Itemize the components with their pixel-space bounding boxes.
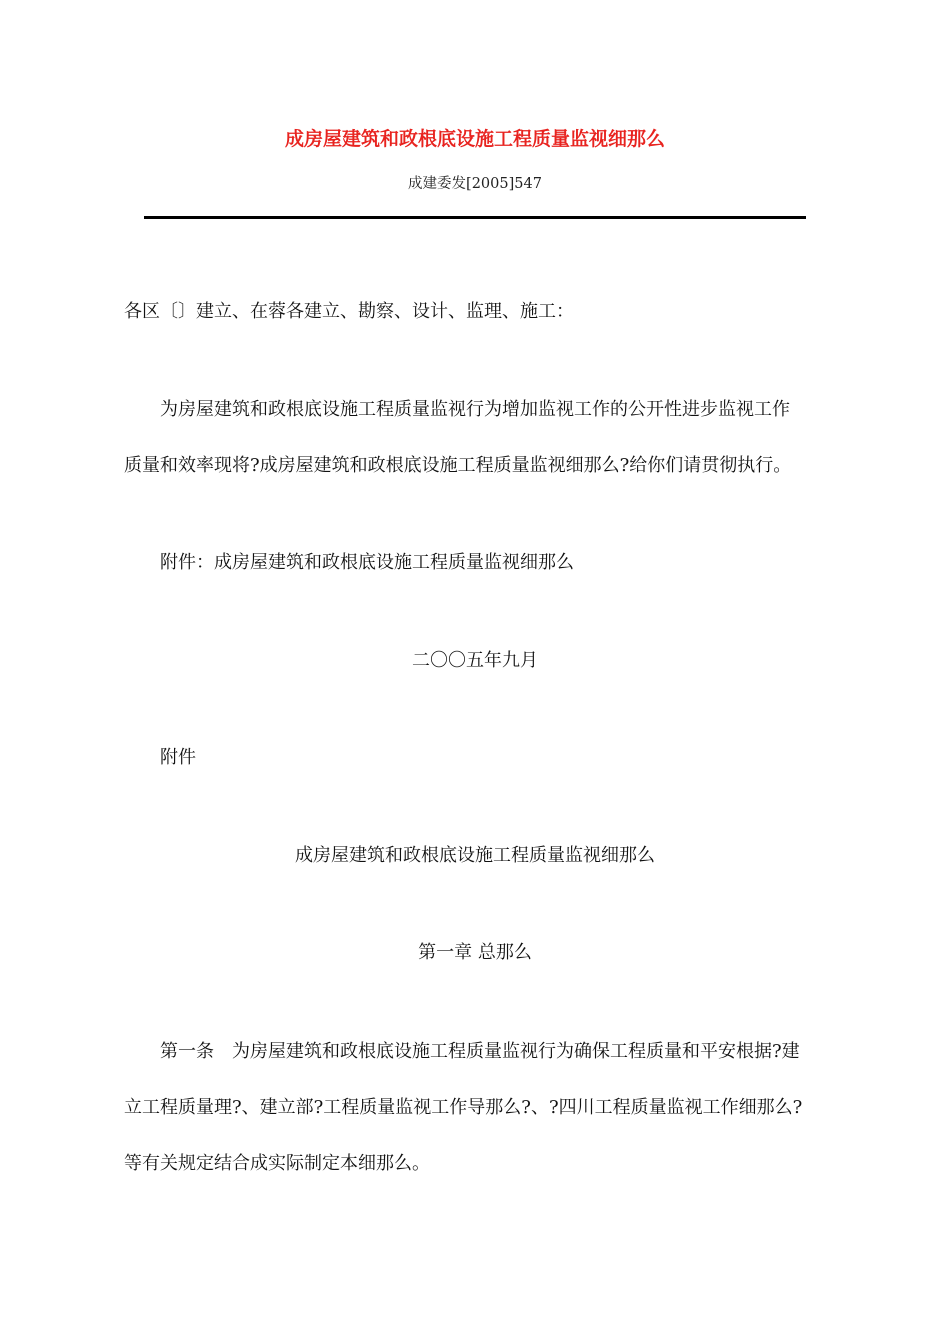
attachment-note: 附件：成房屋建筑和政根底设施工程质量监视细那么 (160, 552, 574, 573)
article-1-line-3: 等有关规定结合成实际制定本细那么。 (124, 1153, 430, 1174)
article-1-line-1: 第一条 为房屋建筑和政根底设施工程质量监视行为确保工程质量和平安根据?建 (160, 1041, 800, 1062)
article-1-line-2: 立工程质量理?、建立部?工程质量监视工作导那么?、?四川工程质量监视工作细那么? (124, 1097, 803, 1118)
document-title: 成房屋建筑和政根底设施工程质量监视细那么 (284, 128, 665, 150)
attachment-label: 附件 (160, 747, 196, 768)
notice-paragraph-line-2: 质量和效率现将?成房屋建筑和政根底设施工程质量监视细那么?给你们请贯彻执行。 (124, 455, 792, 476)
salutation: 各区〔〕建立、在蓉各建立、勘察、设计、监理、施工： (124, 301, 574, 322)
chapter-title: 第一章 总那么 (418, 942, 532, 963)
attachment-title: 成房屋建筑和政根底设施工程质量监视细那么 (295, 845, 655, 866)
notice-paragraph-line-1: 为房屋建筑和政根底设施工程质量监视行为增加监视工作的公开性进步监视工作 (160, 399, 790, 420)
issue-date: 二〇〇五年九月 (412, 650, 538, 671)
document-number: 成建委发[2005]547 (408, 176, 542, 192)
header-divider (144, 216, 806, 219)
